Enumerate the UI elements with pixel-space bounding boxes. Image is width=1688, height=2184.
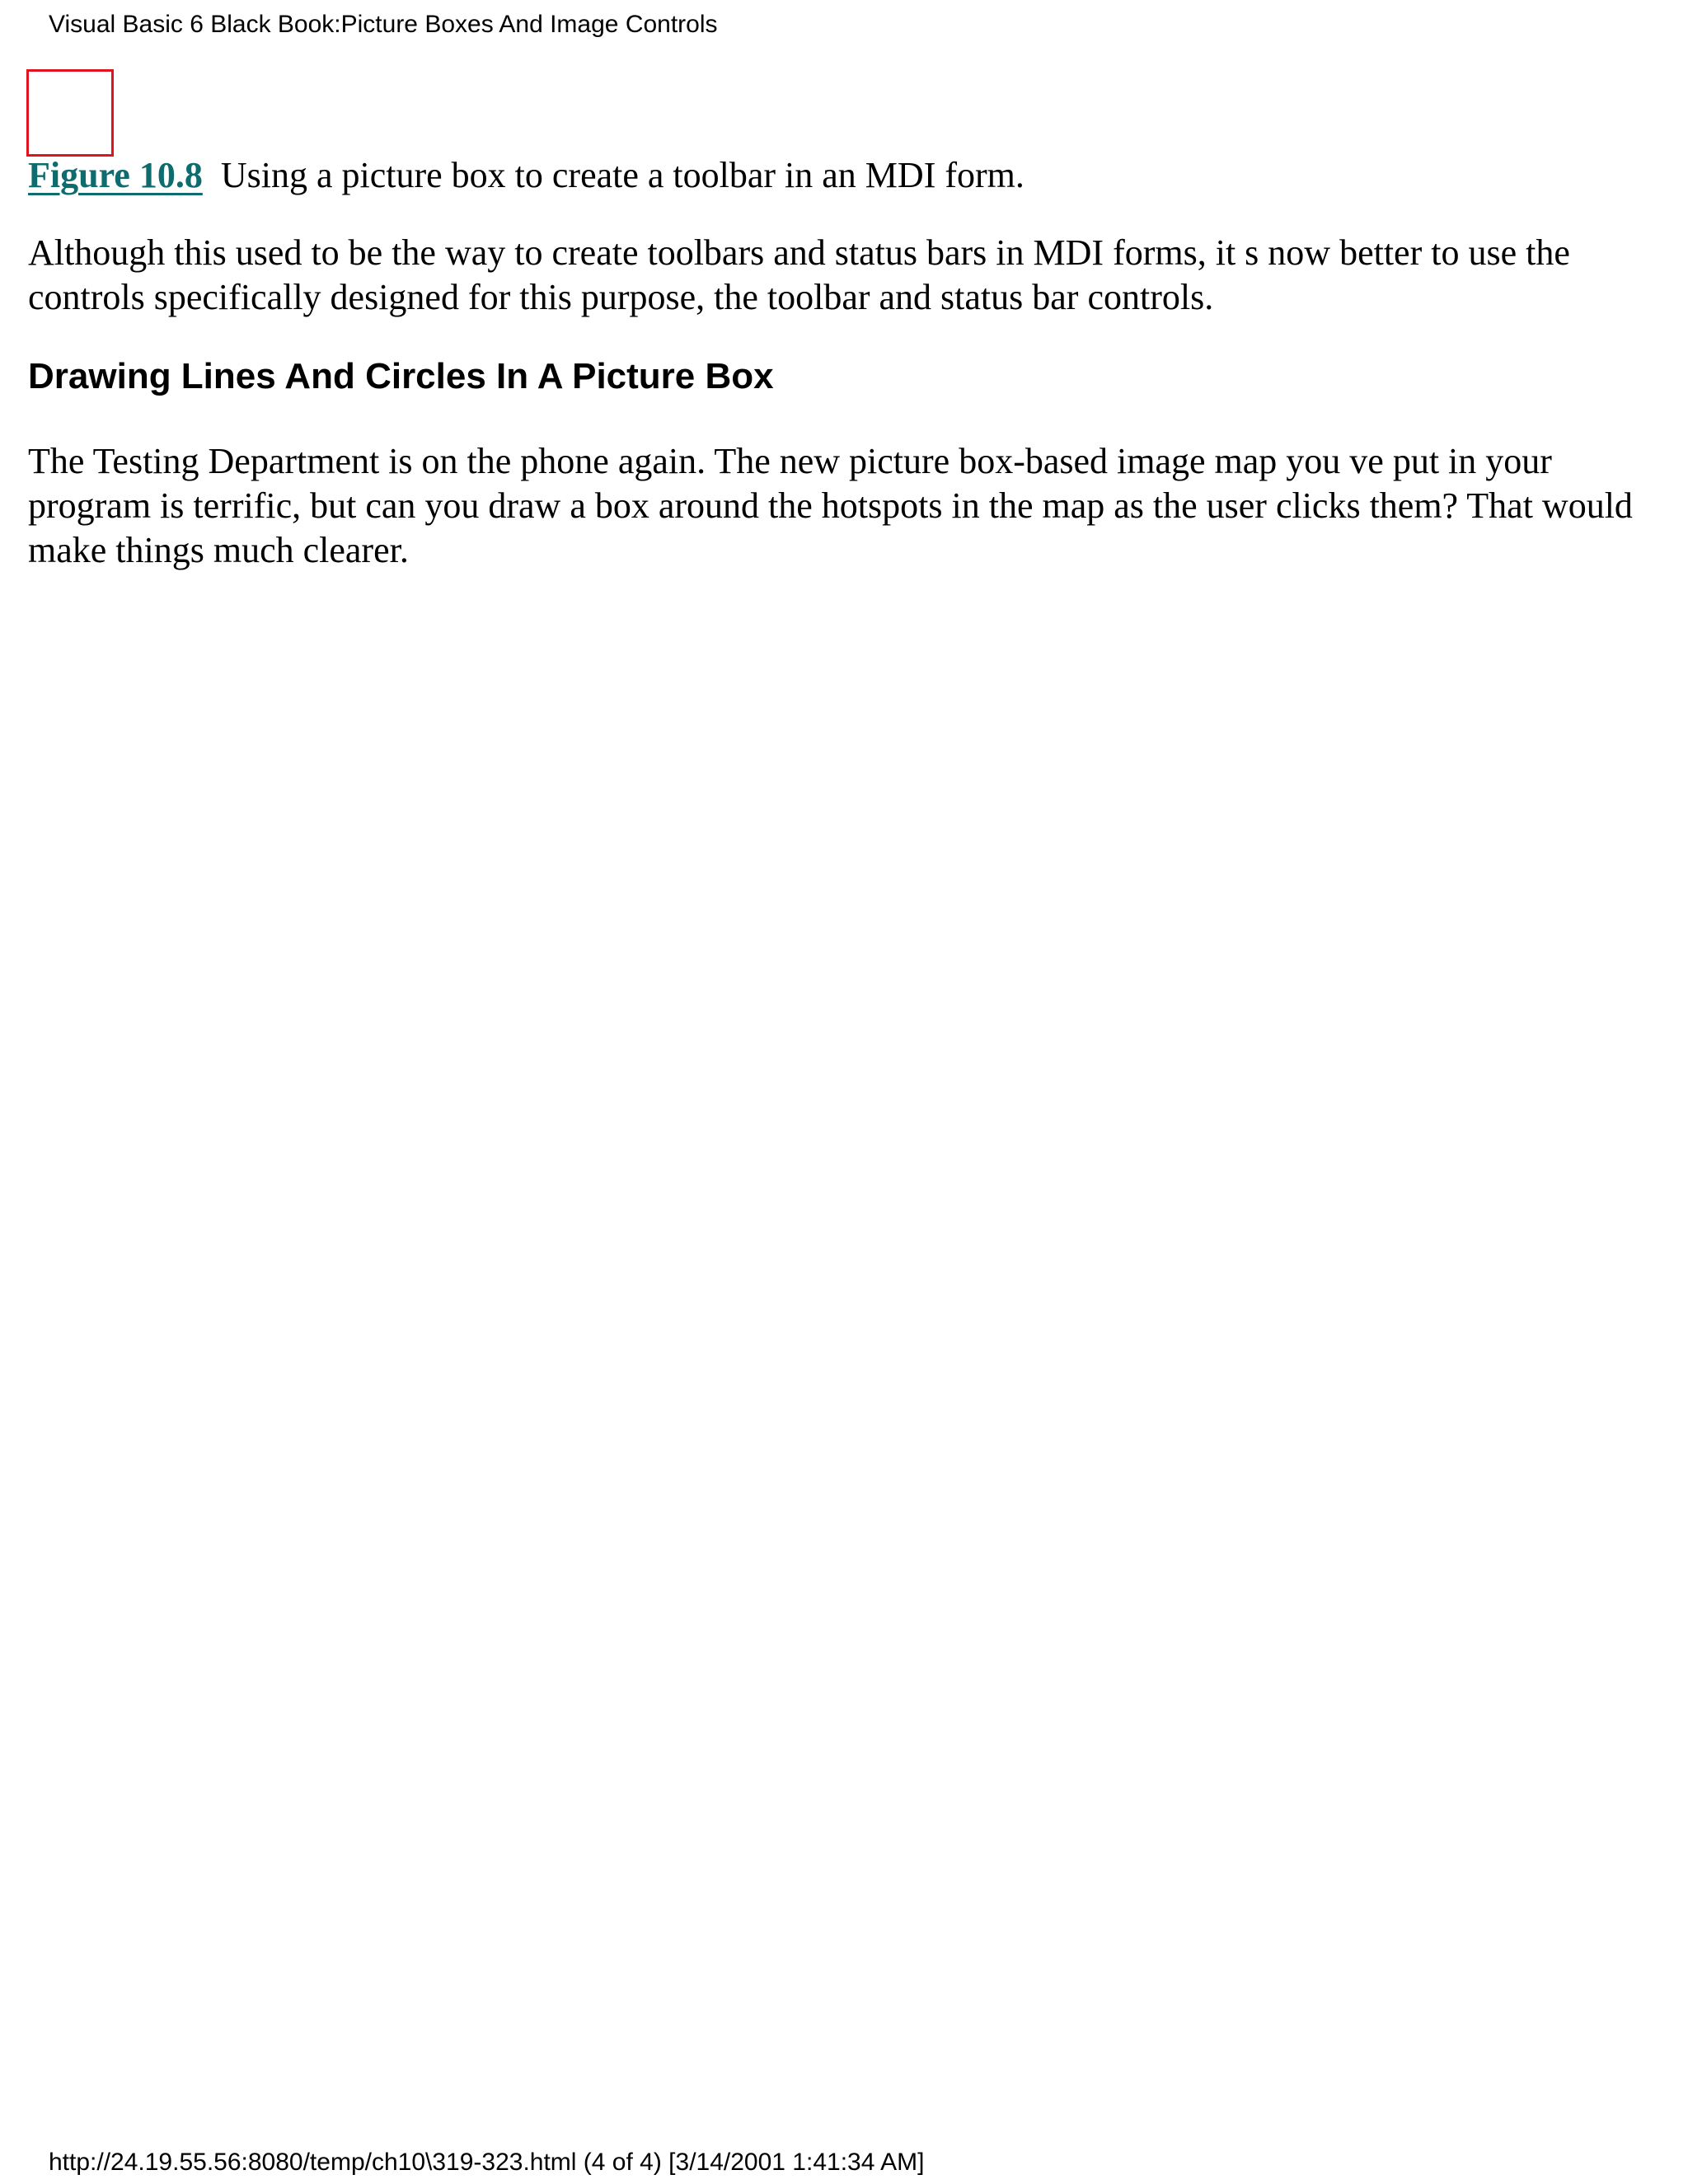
body-paragraph-2: The Testing Department is on the phone again. The new picture box-based image map you ve put in your program is terrific, but can you draw a box around the hotspots in the map as the user clicks them? That would make things much clearer. — [28, 441, 1633, 570]
body-paragraph-1: Although this used to be the way to create toolbars and status bars in MDI forms, it s now better to use the controls specifically designed for this purpose, the toolbar and status bar controls. — [28, 232, 1570, 317]
page-footer-url: http://24.19.55.56:8080/temp/ch10\319-323.html (4 of 4) [3/14/2001 1:41:34 AM] — [49, 2149, 925, 2176]
section-heading: Drawing Lines And Circles In A Picture Box — [28, 356, 774, 396]
figure-link[interactable]: Figure 10.8 — [28, 155, 203, 195]
figure-caption — [28, 153, 1025, 198]
broken-image-placeholder — [26, 69, 114, 157]
figure-caption-text: Using a picture box to create a toolbar in an MDI form. — [220, 155, 1025, 195]
running-header: Visual Basic 6 Black Book:Picture Boxes And Image Controls — [49, 11, 718, 38]
